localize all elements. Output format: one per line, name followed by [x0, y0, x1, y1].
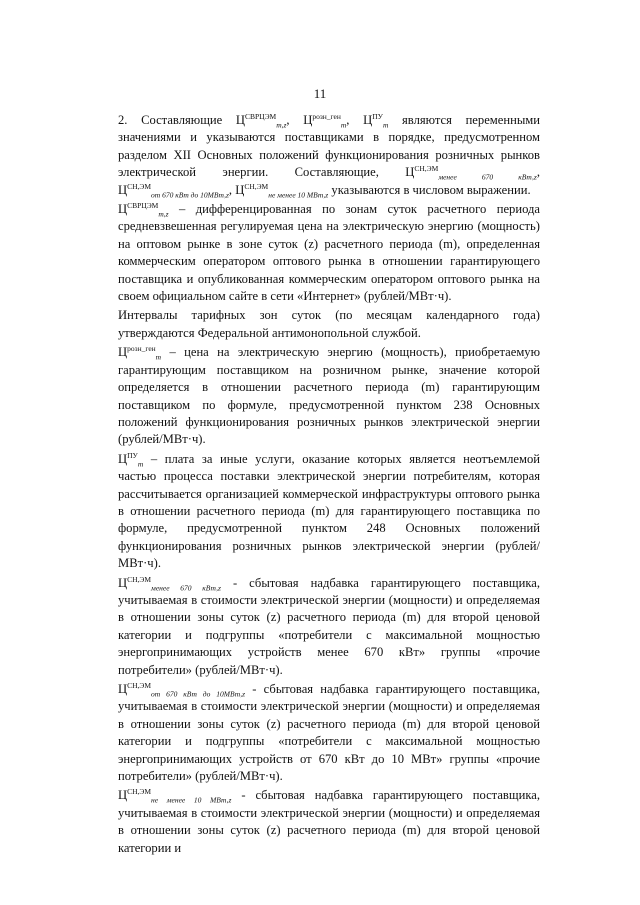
- paragraph-text: указываются в числовом выражении.: [331, 182, 531, 197]
- paragraph-text: - сбытовая надбавка гарантирующего поставщика, учитываемая в стоимости электрической энергии (мощности) и определяемая в отношении зоны суток (z) расчетного периода (m) для второй ценовой категории и подгруппы «потребители с максимальной мощностью энергопринимающих устройств от 670 кВт до 10 МВт» группы «прочие потребители» (рублей/МВт·ч).: [118, 682, 541, 784]
- paragraph-text: - сбытовая надбавка гарантирующего поставщика, учитываемая в стоимости электрической энергии (мощности) и определяемая в отношении зоны суток (z) расчетного периода (m) для второй ценовой категории и: [118, 788, 540, 855]
- symbol-pu: $Ц^{ПУ}_m$: [363, 111, 389, 130]
- paragraph-text: - сбытовая надбавка гарантирующего поставщика, учитываемая в стоимости электрической энергии (мощности) и определяемая в отношении зоны суток (z) расчетного периода (m) для второй ценовой категории и подгруппы «потребители с максимальной мощностью энергопринимающих устройств менее 670 кВт» группы «прочие потребители» (рублей/МВт·ч).: [118, 575, 541, 677]
- symbol-rozn-gen: $Ц^{розн\_ген}_m$: [303, 111, 347, 130]
- symbol-svrcem: $Ц^{СВРЦЭМ}_{m,z}$: [235, 111, 287, 130]
- page-number: 11: [313, 86, 327, 101]
- paragraph-pu-definition: [118, 451, 540, 573]
- paragraph-text: 2. Составляющие: [118, 113, 223, 127]
- symbol-rozn-gen: $Ц^{розн\_ген}_m$: [118, 344, 162, 362]
- symbol-sn-over-10: $Ц^{СН,ЭМ}_{не менее 10 МВт,z}$: [118, 787, 232, 805]
- paragraph-sn-670-10-definition: [118, 681, 540, 785]
- symbol-svrcem: $Ц^{СВРЦЭМ}_{m,z}$: [118, 200, 169, 219]
- symbol-pu: $Ц^{ПУ}_m$: [118, 450, 144, 469]
- symbol-sn-670-10: $Ц^{СН,ЭМ}_{от 670 кВт до 10МВт,z}$: [118, 181, 229, 200]
- document-body: [118, 112, 540, 859]
- paragraph-text: – цена на электрическую энергию (мощность), приобретаемую гарантирующим поставщиком на розничном рынке, значение которой определяется в отношении расчетного периода (m) гарантирующим поставщиком по формуле, предусмотренной пунктом 238 Основных положений функционирования розничных рынков электрической энергии (рублей/МВт·ч).: [118, 345, 540, 447]
- paragraph-rozn-gen-definition: [118, 344, 540, 448]
- paragraph-svrcem-definition: [118, 201, 540, 305]
- paragraph-sn-less-670-definition: [118, 575, 540, 679]
- paragraph-text: – плата за иные услуги, оказание которых является неотъемлемой частью процесса поставки электрической энергии потребителям, которая рассчитывается организацией коммерческой инфраструктуры оптового рынка в отношении расчетного периода (m) для гарантирующего поставщика по формуле, предусмотренной пунктом 248 Основных положений функционирования розничных рынков электрической энергии (рублей/МВт·ч).: [118, 451, 540, 571]
- symbol-sn-less-670: $Ц^{СН,ЭМ}_{менее 670 кВт,z}$: [405, 164, 537, 182]
- paragraph-sn-over-10-definition: [118, 787, 540, 857]
- symbol-sn-670-10: $Ц^{СН,ЭМ}_{от 670 кВт до 10МВт,z}$: [118, 680, 246, 699]
- paragraph-text: – дифференцированная по зонам суток расчетного периода средневзвешенная регулируемая цена на электрическую энергию (мощность) на оптовом рынке в зоне суток (z) расчетного периода (m), определенная коммерческим оператором оптового рынка в отношении гарантирующего поставщика и опубликованная коммерческим оператором оптового рынка на своем официальном сайте в сети «Интернет» (рублей/МВт·ч).: [118, 202, 540, 304]
- paragraph-tariff-intervals: Интервалы тарифных зон суток (по месяцам календарного года) утверждаются Федеральной антимонопольной службой.: [118, 308, 540, 340]
- paragraph-text: являются переменными значениями и указываются поставщиками в порядке, предусмотренном разделом XII Основных положений функционирования розничных рынков электрической энергии. Составляющие,: [118, 113, 540, 180]
- symbol-sn-over-10: $Ц^{СН,ЭМ}_{не менее 10 МВт,z}$: [235, 181, 329, 200]
- symbol-sn-less-670: $Ц^{СН,ЭМ}_{менее 670 кВт,z}$: [118, 574, 221, 593]
- paragraph-components: 2. Составляющие $Ц^{СВРЦЭМ}_{m,z}$, $Ц^{розн\_ген}_m$, $Ц^{ПУ}_m$ являются переменными значениями и указываются поставщиками в порядке, предусмотренном разделом XII Основных положений функционирования розничных рынков электрической энергии. Составляющие, $Ц^{СН,ЭМ}_{менее 670 кВт,z}$, $Ц^{СН,ЭМ}_{от 670 кВт до 10МВт,z}$, $Ц^{СН,ЭМ}_{не менее 10 МВт,z}$ указываются в числовом выражении.: [118, 111, 540, 200]
